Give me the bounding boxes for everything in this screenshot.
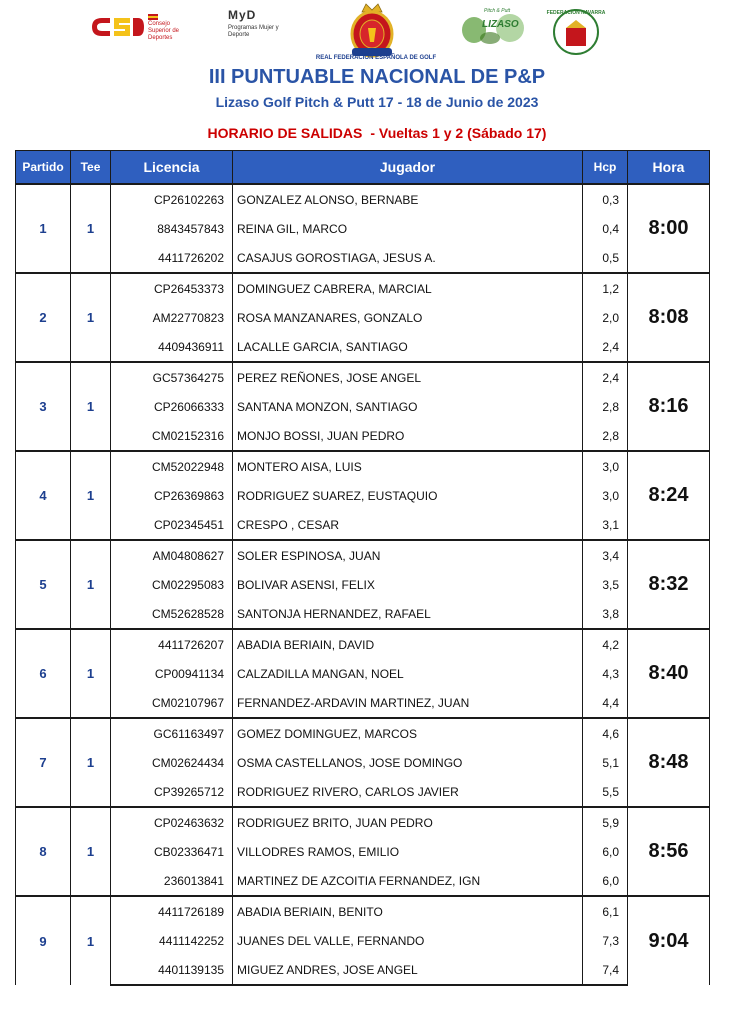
jugador-cell: RODRIGUEZ RIVERO, CARLOS JAVIER	[233, 777, 583, 807]
table-row	[16, 421, 710, 451]
licencia-cell: CM02107967	[111, 688, 233, 718]
hcp-cell: 5,9	[583, 807, 628, 837]
table-row	[16, 926, 710, 955]
jugador-cell: RODRIGUEZ SUAREZ, EUSTAQUIO	[233, 481, 583, 510]
navarra-federation-logo	[544, 6, 608, 56]
hcp-cell: 3,4	[583, 540, 628, 570]
jugador-cell: SOLER ESPINOSA, JUAN	[233, 540, 583, 570]
myd-mark: MyD	[228, 8, 257, 22]
rfeg-crest	[340, 2, 404, 60]
schedule-heading-label: HORARIO DE SALIDAS	[207, 125, 363, 141]
hcp-cell: 3,0	[583, 451, 628, 481]
navarra-text: FEDERACIÓN NAVARRA	[546, 10, 606, 16]
hcp-cell: 7,4	[583, 955, 628, 985]
table-header-row	[16, 151, 710, 185]
table-row	[16, 688, 710, 718]
licencia-cell: 4409436911	[111, 332, 233, 362]
jugador-cell: MONTERO AISA, LUIS	[233, 451, 583, 481]
col-header-partido: Partido	[16, 151, 71, 185]
tee-cell: 1	[71, 807, 111, 896]
table-row	[16, 599, 710, 629]
partido-cell: 8	[16, 807, 71, 896]
schedule-heading	[0, 125, 754, 141]
spain-flag-icon	[148, 14, 158, 20]
hcp-cell: 4,4	[583, 688, 628, 718]
licencia-cell: CP26066333	[111, 392, 233, 421]
hora-cell: 8:32	[628, 540, 710, 629]
hcp-cell: 6,1	[583, 896, 628, 926]
hcp-cell: 7,3	[583, 926, 628, 955]
licencia-cell: 4411726207	[111, 629, 233, 659]
page-title: III PUNTUABLE NACIONAL DE P&P	[208, 66, 546, 88]
licencia-cell: CP26453373	[111, 273, 233, 303]
licencia-cell: GC61163497	[111, 718, 233, 748]
hcp-cell: 2,0	[583, 303, 628, 332]
jugador-cell: MIGUEZ ANDRES, JOSE ANGEL	[233, 955, 583, 985]
table-row	[16, 659, 710, 688]
schedule-heading-rounds: - Vueltas 1 y 2 (Sábado 17)	[370, 125, 547, 141]
licencia-cell: 8843457843	[111, 214, 233, 243]
jugador-cell: OSMA CASTELLANOS, JOSE DOMINGO	[233, 748, 583, 777]
partido-cell: 1	[16, 184, 71, 273]
licencia-cell: CP26369863	[111, 481, 233, 510]
table-row	[16, 392, 710, 421]
jugador-cell: MONJO BOSSI, JUAN PEDRO	[233, 421, 583, 451]
table-row	[16, 896, 710, 926]
jugador-cell: FERNANDEZ-ARDAVIN MARTINEZ, JUAN	[233, 688, 583, 718]
licencia-cell: CP39265712	[111, 777, 233, 807]
licencia-cell: CM02295083	[111, 570, 233, 599]
hcp-cell: 2,4	[583, 362, 628, 392]
table-row	[16, 510, 710, 540]
licencia-cell: CM02152316	[111, 421, 233, 451]
hcp-cell: 3,8	[583, 599, 628, 629]
lizaso-subtitle: Pitch & Putt	[484, 8, 511, 14]
hcp-cell: 3,5	[583, 570, 628, 599]
jugador-cell: ABADIA BERIAIN, BENITO	[233, 896, 583, 926]
table-row	[16, 540, 710, 570]
licencia-cell: 4411726202	[111, 243, 233, 273]
licencia-cell: 4411726189	[111, 896, 233, 926]
licencia-cell: AM04808627	[111, 540, 233, 570]
hcp-cell: 3,0	[583, 481, 628, 510]
tee-times-table	[15, 150, 710, 986]
licencia-cell: GC57364275	[111, 362, 233, 392]
table-row	[16, 955, 710, 985]
tee-cell: 1	[71, 184, 111, 273]
table-row	[16, 481, 710, 510]
jugador-cell: BOLIVAR ASENSI, FELIX	[233, 570, 583, 599]
table-body	[16, 184, 710, 985]
hcp-cell: 0,3	[583, 184, 628, 214]
jugador-cell: SANTONJA HERNANDEZ, RAFAEL	[233, 599, 583, 629]
csd-mark-icon	[92, 16, 144, 38]
table-row	[16, 866, 710, 896]
tee-cell: 1	[71, 540, 111, 629]
jugador-cell: RODRIGUEZ BRITO, JUAN PEDRO	[233, 807, 583, 837]
licencia-cell: CM52022948	[111, 451, 233, 481]
hcp-cell: 1,2	[583, 273, 628, 303]
hora-cell: 9:04	[628, 896, 710, 985]
tee-cell: 1	[71, 362, 111, 451]
hcp-cell: 4,2	[583, 629, 628, 659]
col-header-jugador: Jugador	[233, 151, 583, 185]
hcp-cell: 5,5	[583, 777, 628, 807]
hcp-cell: 2,4	[583, 332, 628, 362]
col-header-tee: Tee	[71, 151, 111, 185]
hcp-cell: 0,5	[583, 243, 628, 273]
partido-cell: 9	[16, 896, 71, 985]
jugador-cell: VILLODRES RAMOS, EMILIO	[233, 837, 583, 866]
hcp-cell: 4,6	[583, 718, 628, 748]
partido-cell: 5	[16, 540, 71, 629]
table-row	[16, 748, 710, 777]
tee-cell: 1	[71, 273, 111, 362]
table-row	[16, 243, 710, 273]
table-row	[16, 362, 710, 392]
csd-text: Consejo Superior de Deportes	[148, 21, 180, 41]
partido-cell: 3	[16, 362, 71, 451]
table-row	[16, 303, 710, 332]
col-header-hora: Hora	[628, 151, 710, 185]
jugador-cell: SANTANA MONZON, SANTIAGO	[233, 392, 583, 421]
jugador-cell: ROSA MANZANARES, GONZALO	[233, 303, 583, 332]
table-row	[16, 184, 710, 214]
jugador-cell: PEREZ REÑONES, JOSE ANGEL	[233, 362, 583, 392]
licencia-cell: CM02624434	[111, 748, 233, 777]
hora-cell: 8:24	[628, 451, 710, 540]
jugador-cell: DOMINGUEZ CABRERA, MARCIAL	[233, 273, 583, 303]
licencia-cell: 236013841	[111, 866, 233, 896]
hcp-cell: 2,8	[583, 421, 628, 451]
col-header-hcp: Hcp	[583, 151, 628, 185]
licencia-cell: AM22770823	[111, 303, 233, 332]
tee-cell: 1	[71, 718, 111, 807]
table-row	[16, 570, 710, 599]
tee-cell: 1	[71, 629, 111, 718]
partido-cell: 7	[16, 718, 71, 807]
table-row	[16, 629, 710, 659]
hcp-cell: 5,1	[583, 748, 628, 777]
table-row	[16, 718, 710, 748]
csd-logo	[92, 12, 192, 46]
licencia-cell: CM52628528	[111, 599, 233, 629]
hora-cell: 8:40	[628, 629, 710, 718]
licencia-cell: CB02336471	[111, 837, 233, 866]
table-row	[16, 451, 710, 481]
hcp-cell: 6,0	[583, 866, 628, 896]
hcp-cell: 6,0	[583, 837, 628, 866]
licencia-cell: CP02463632	[111, 807, 233, 837]
partido-cell: 6	[16, 629, 71, 718]
licencia-cell: 4401139135	[111, 955, 233, 985]
hora-cell: 8:48	[628, 718, 710, 807]
jugador-cell: GONZALEZ ALONSO, BERNABE	[233, 184, 583, 214]
hcp-cell: 0,4	[583, 214, 628, 243]
jugador-cell: GOMEZ DOMINGUEZ, MARCOS	[233, 718, 583, 748]
jugador-cell: CRESPO , CESAR	[233, 510, 583, 540]
table-row	[16, 777, 710, 807]
licencia-cell: CP02345451	[111, 510, 233, 540]
jugador-cell: JUANES DEL VALLE, FERNANDO	[233, 926, 583, 955]
hcp-cell: 2,8	[583, 392, 628, 421]
event-subtitle: Lizaso Golf Pitch & Putt 17 - 18 de Junio de 2023	[215, 94, 539, 110]
hora-cell: 8:08	[628, 273, 710, 362]
licencia-cell: 4411142252	[111, 926, 233, 955]
jugador-cell: ABADIA BERIAIN, DAVID	[233, 629, 583, 659]
tee-cell: 1	[71, 896, 111, 985]
hora-cell: 8:00	[628, 184, 710, 273]
table-row	[16, 807, 710, 837]
jugador-cell: REINA GIL, MARCO	[233, 214, 583, 243]
hcp-cell: 3,1	[583, 510, 628, 540]
rfeg-label: REAL FEDERACIÓN ESPAÑOLA DE GOLF	[315, 55, 437, 61]
jugador-cell: LACALLE GARCIA, SANTIAGO	[233, 332, 583, 362]
col-header-licencia: Licencia	[111, 151, 233, 185]
hcp-cell: 4,3	[583, 659, 628, 688]
hora-cell: 8:56	[628, 807, 710, 896]
lizaso-logo	[460, 8, 526, 48]
myd-text: Programas Mujer y Deporte	[228, 25, 279, 38]
myd-logo	[214, 8, 294, 48]
rfeg-crest-icon	[340, 2, 404, 60]
jugador-cell: CALZADILLA MANGAN, NOEL	[233, 659, 583, 688]
table-row	[16, 273, 710, 303]
partido-cell: 4	[16, 451, 71, 540]
licencia-cell: CP26102263	[111, 184, 233, 214]
table-row	[16, 332, 710, 362]
table-row	[16, 214, 710, 243]
hora-cell: 8:16	[628, 362, 710, 451]
table-row	[16, 837, 710, 866]
jugador-cell: MARTINEZ DE AZCOITIA FERNANDEZ, IGN	[233, 866, 583, 896]
jugador-cell: CASAJUS GOROSTIAGA, JESUS A.	[233, 243, 583, 273]
lizaso-name: LIZASO	[482, 19, 519, 30]
licencia-cell: CP00941134	[111, 659, 233, 688]
tee-cell: 1	[71, 451, 111, 540]
partido-cell: 2	[16, 273, 71, 362]
